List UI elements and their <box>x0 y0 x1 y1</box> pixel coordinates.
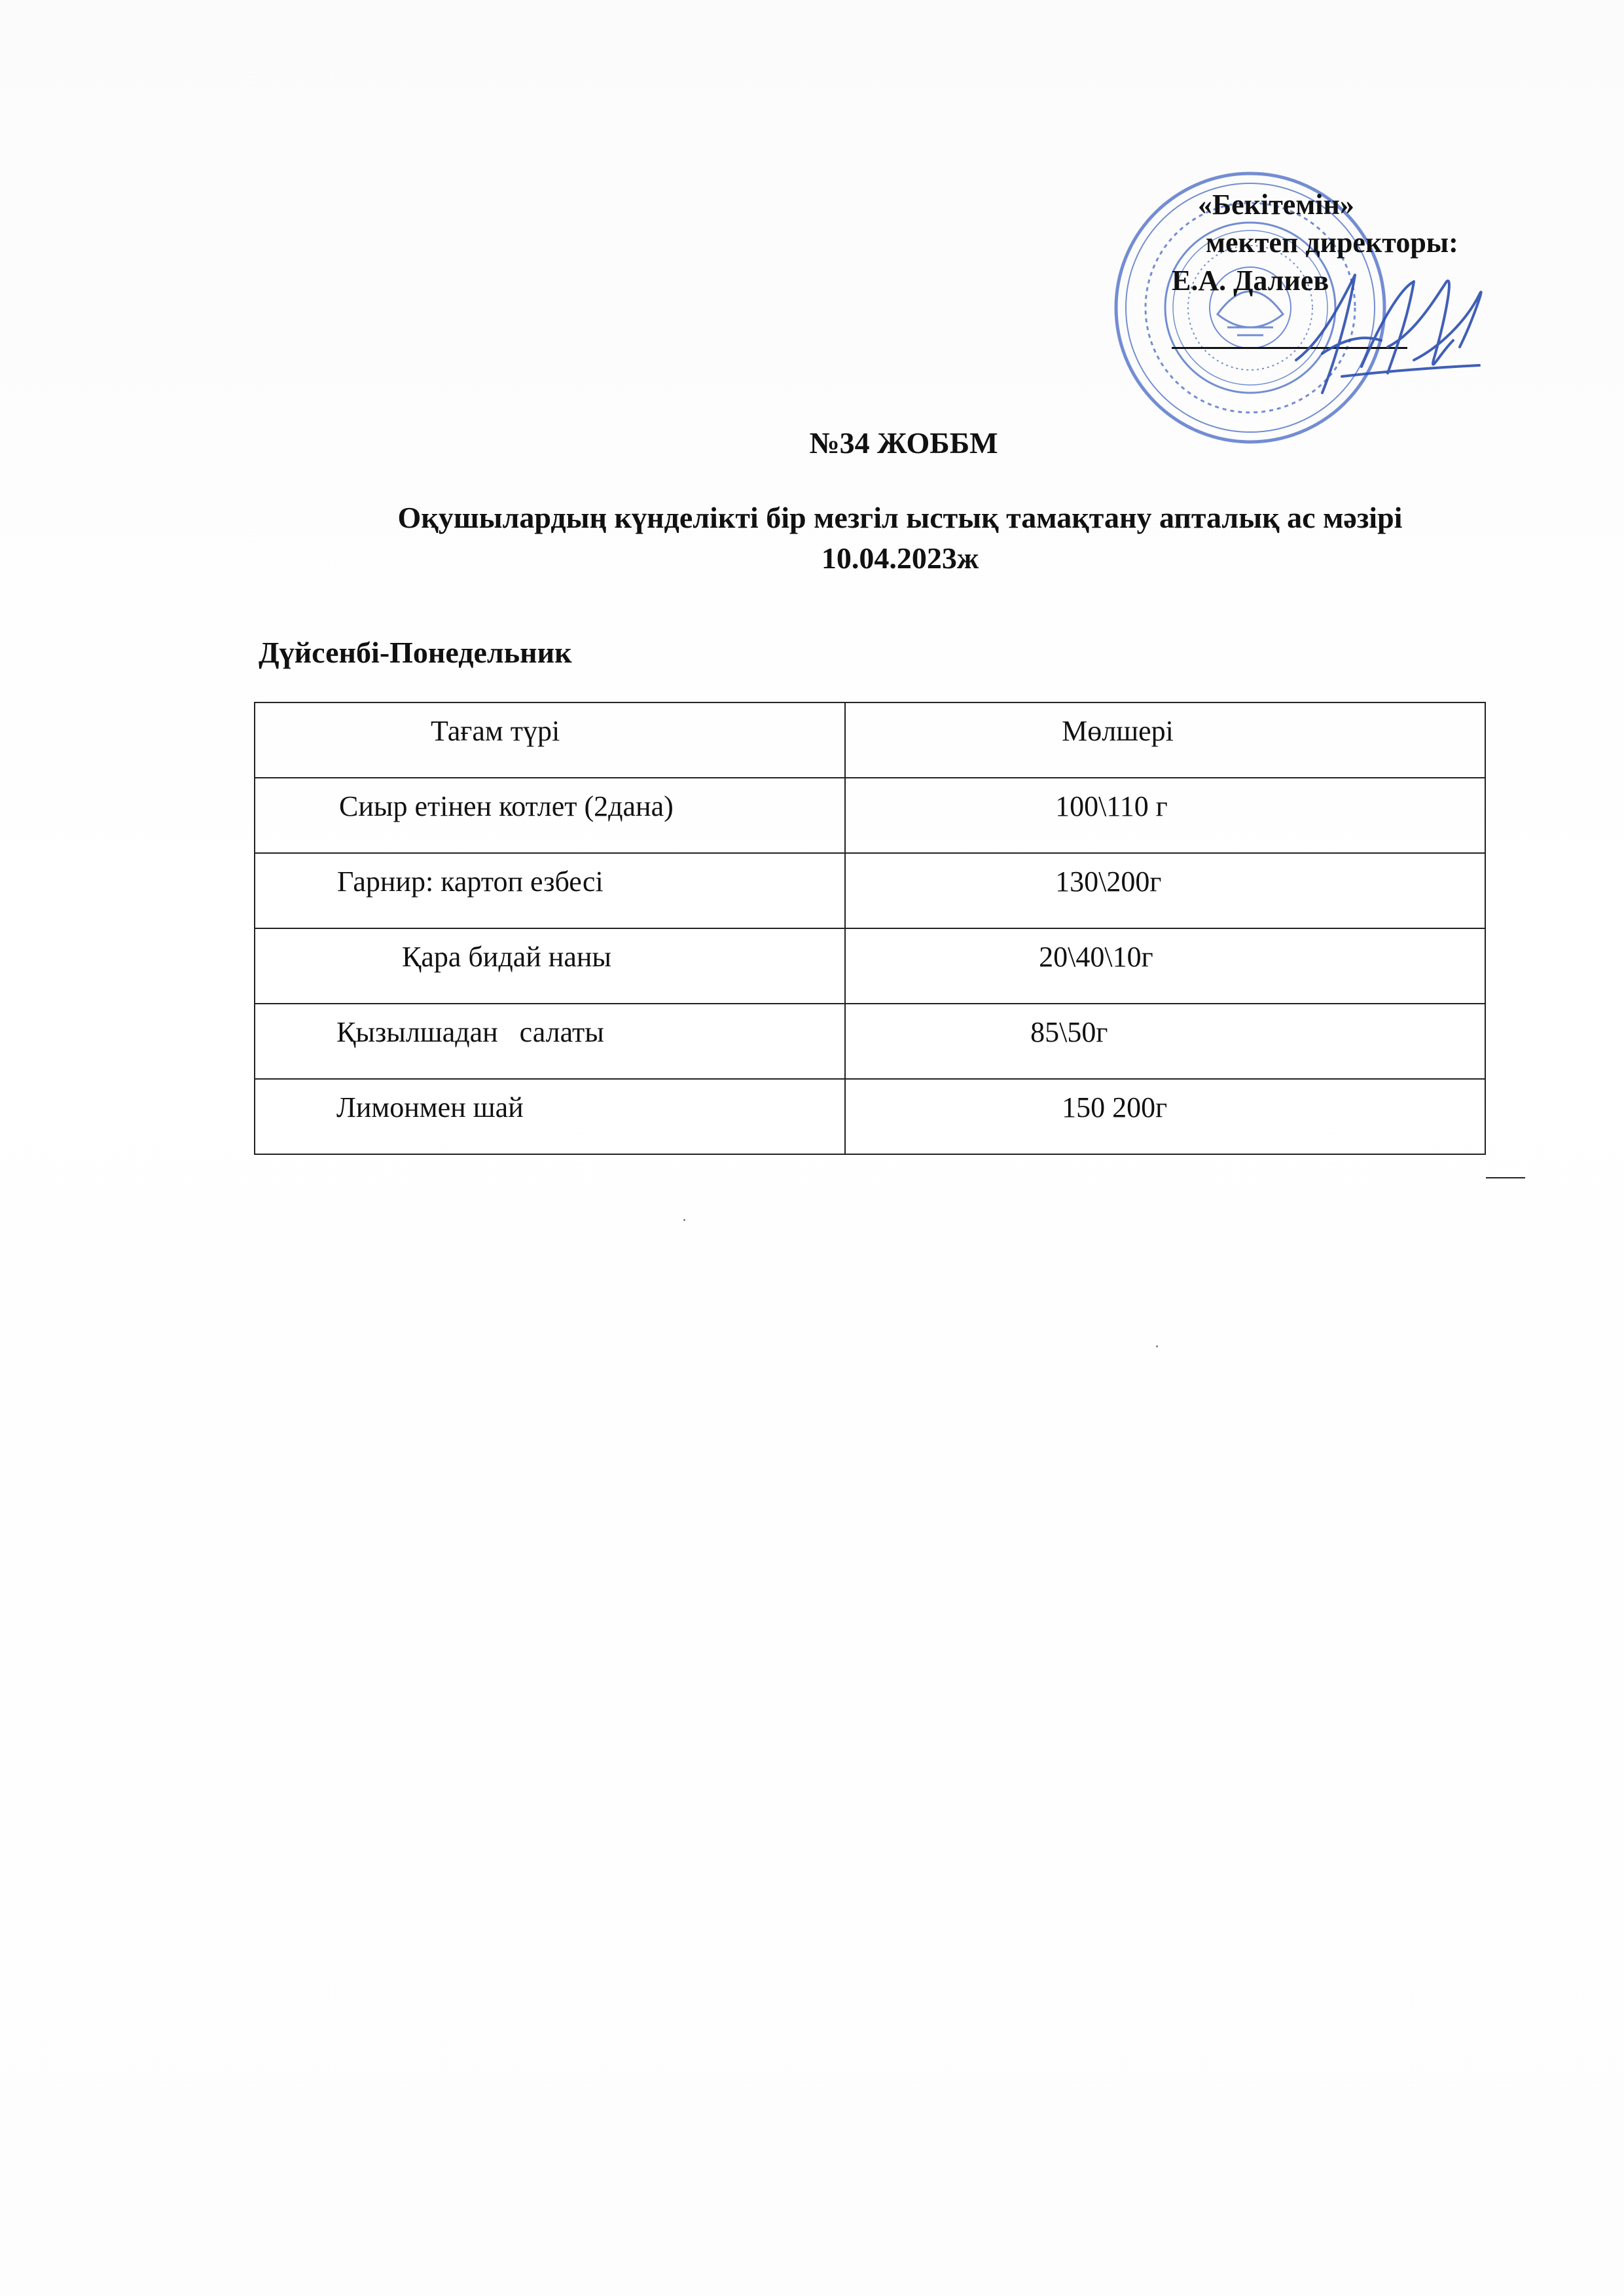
director-signature <box>1283 262 1499 412</box>
table-header-row <box>255 702 1485 778</box>
table-row <box>255 1079 1485 1154</box>
amount-cell: 130\200г <box>845 853 1485 928</box>
table-row <box>255 928 1485 1004</box>
dish-cell: Қызылшадан салаты <box>255 1004 845 1079</box>
amount-cell: 150 200г <box>845 1079 1485 1154</box>
dish-cell: Гарнир: картоп езбесі <box>255 853 845 928</box>
table-border-extension <box>1486 1177 1525 1178</box>
table-row <box>255 778 1485 853</box>
director-name: Е.А. Далиев <box>1172 264 1329 297</box>
header-dish-type: Тағам түрі <box>255 702 845 778</box>
dish-cell: Қара бидай наны <box>255 928 845 1004</box>
scan-speck <box>683 1219 685 1221</box>
menu-date: 10.04.2023ж <box>821 541 979 575</box>
school-name: №34 ЖОББМ <box>809 426 998 460</box>
scan-speck <box>1156 1345 1158 1347</box>
menu-table <box>254 702 1486 1155</box>
amount-cell: 85\50г <box>845 1004 1485 1079</box>
header-amount: Мөлшері <box>845 702 1485 778</box>
menu-title: Оқушылардың күнделікті бір мезгіл ыстық тамақтану апталық ас мәзірі <box>397 501 1403 534</box>
table-row <box>255 853 1485 928</box>
day-label: Дүйсенбі-Понедельник <box>259 636 572 669</box>
table-row <box>255 1004 1485 1079</box>
amount-cell: 100\110 г <box>845 778 1485 853</box>
menu-title-block <box>259 498 1542 579</box>
dish-cell: Лимонмен шай <box>255 1079 845 1154</box>
approval-title: «Бекітемін» <box>1198 189 1354 221</box>
director-role: мектеп директоры: <box>1206 227 1458 259</box>
amount-cell: 20\40\10г <box>845 928 1485 1004</box>
dish-cell: Сиыр етінен котлет (2дана) <box>255 778 845 853</box>
